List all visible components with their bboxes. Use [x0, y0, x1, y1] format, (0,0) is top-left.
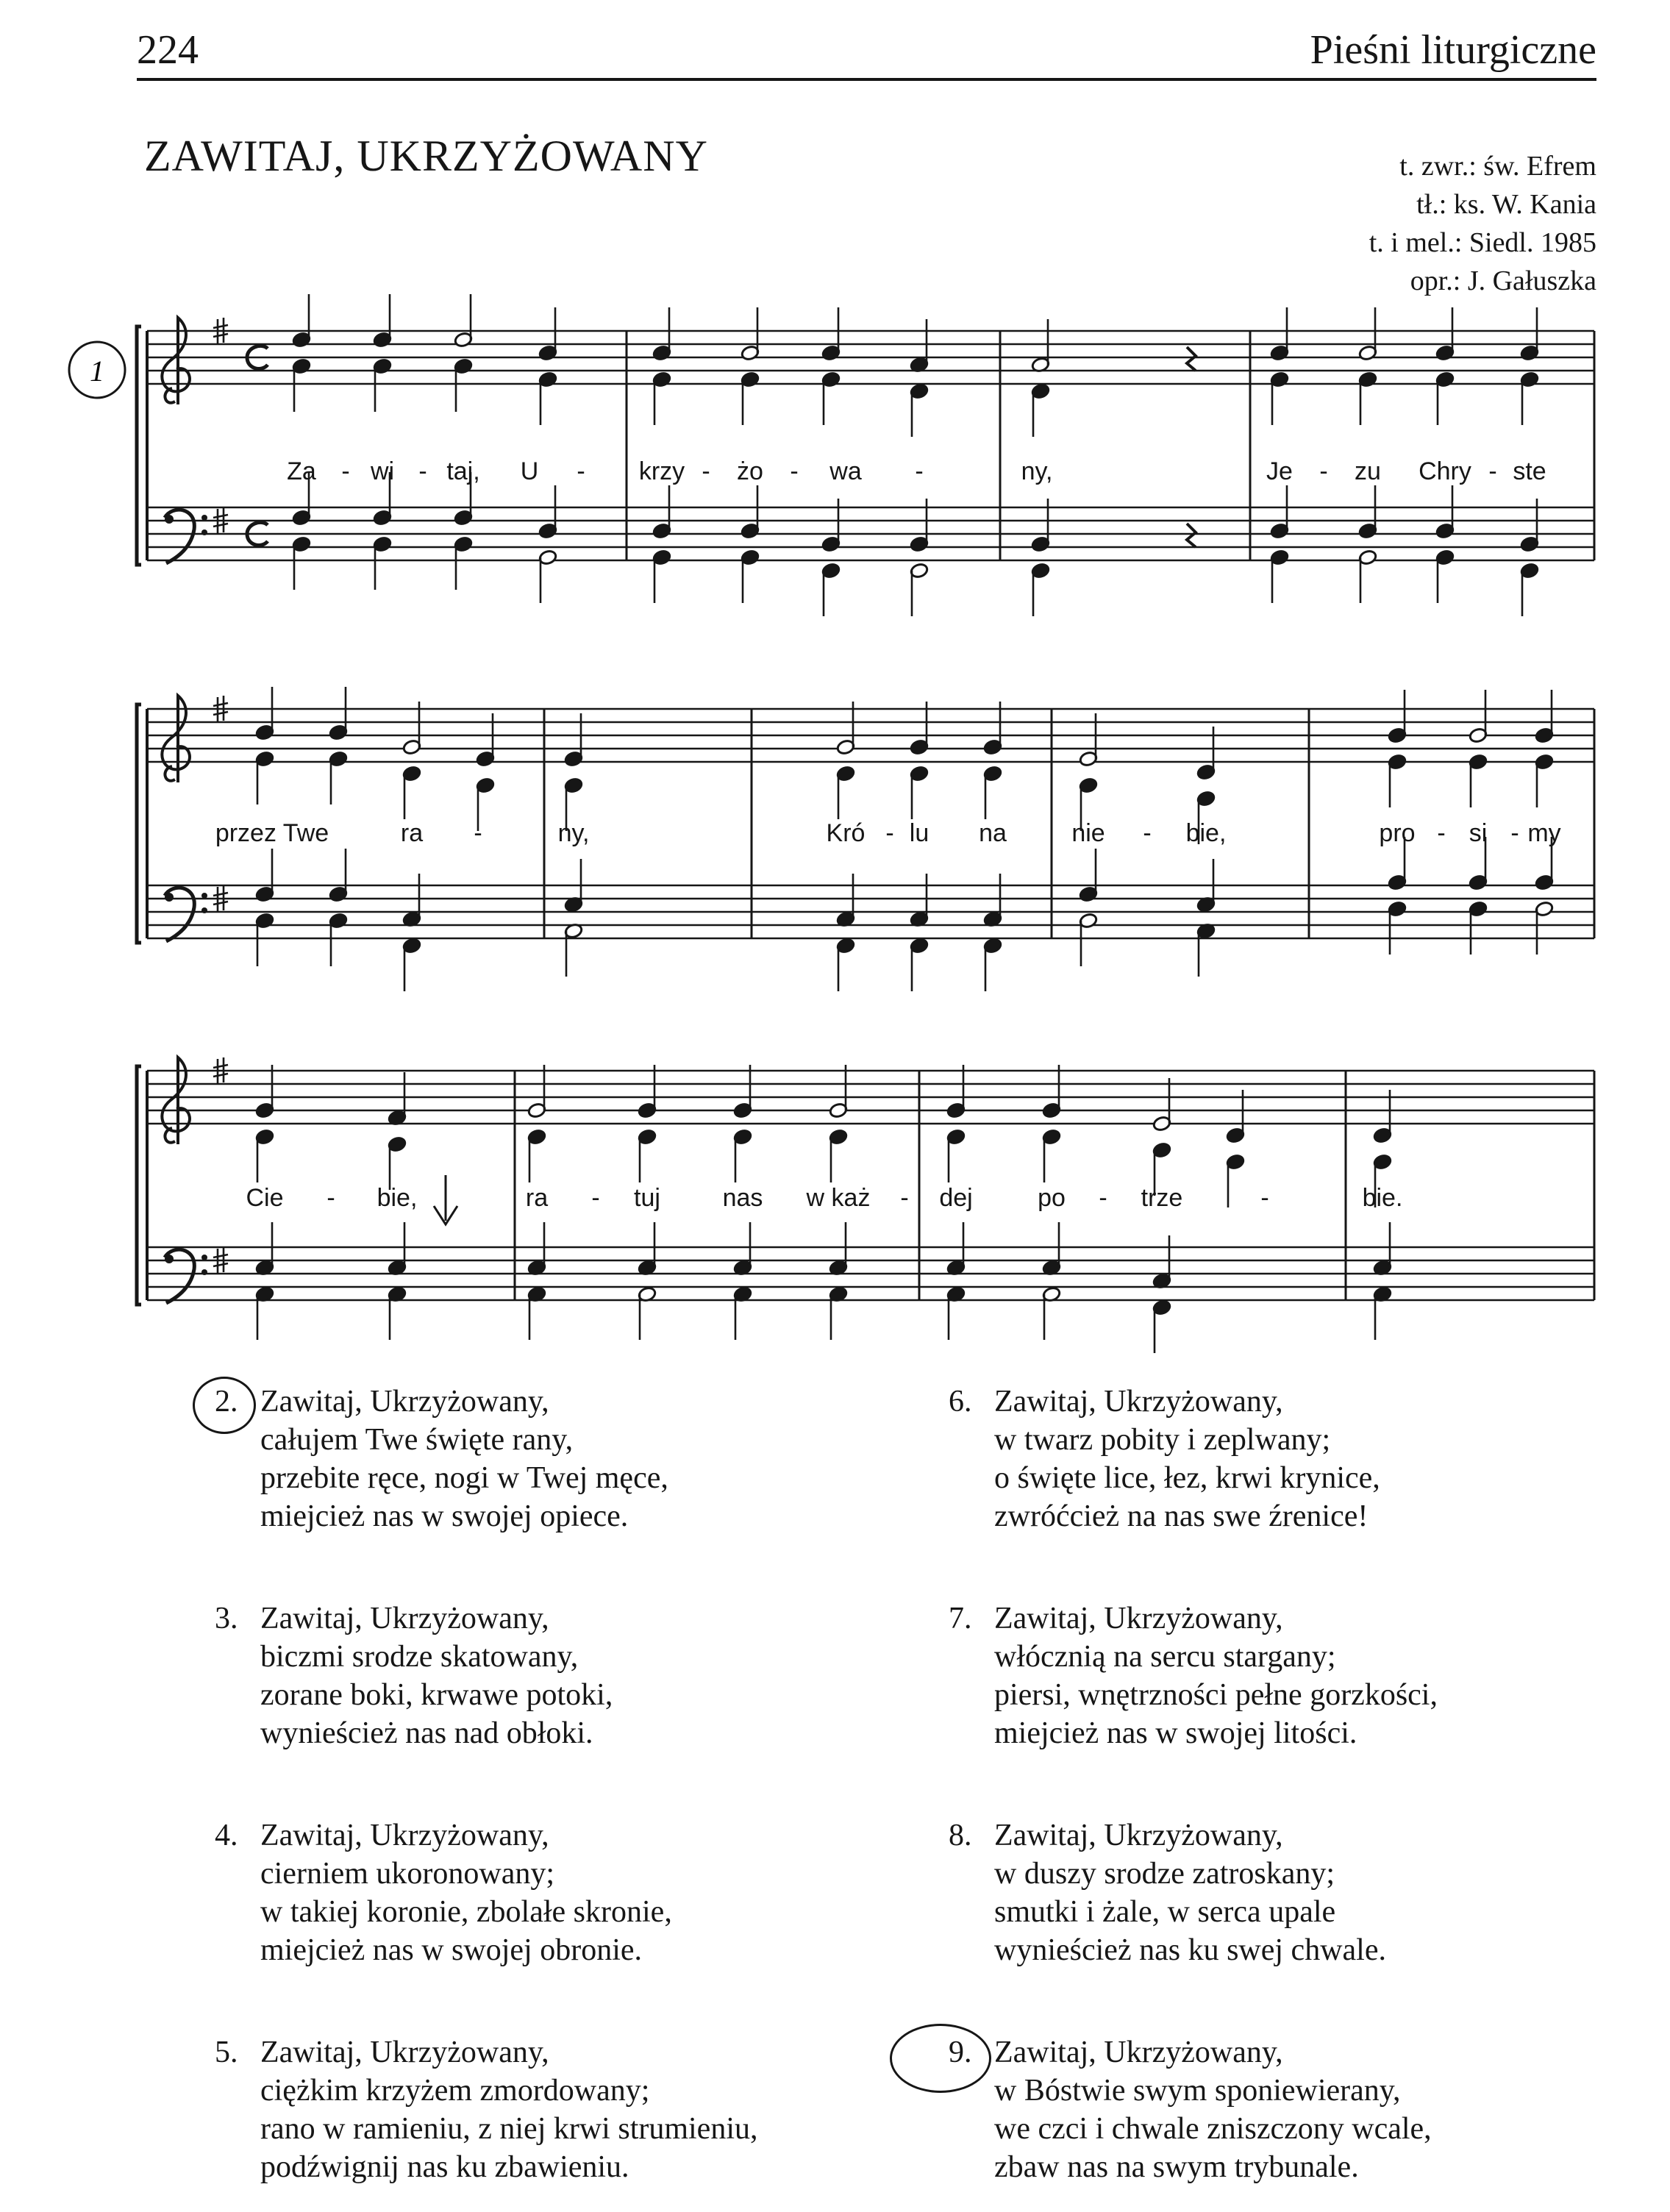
stanza-number: 9.: [949, 2036, 972, 2069]
lyric-syllable: dej: [939, 1184, 973, 1212]
lyric-syllable: U: [520, 457, 539, 485]
lyric-hyphen: -: [1488, 457, 1497, 485]
bass-clef-dot: [201, 1255, 207, 1260]
bass-clef-dot: [201, 1269, 207, 1275]
lyric-hyphen: -: [1260, 1184, 1269, 1212]
bass-clef-dot: [165, 893, 174, 902]
stanza-number: 2.: [215, 1385, 238, 1419]
quarter-rest: [1187, 524, 1196, 547]
lyric-syllable: trze: [1141, 1184, 1183, 1212]
stanza-line: w Bóstwie swym sponiewierany,: [994, 2074, 1401, 2108]
stanza-2-circle-mark: [193, 1377, 256, 1434]
bass-clef-dot: [165, 1255, 174, 1263]
stanza-line: piersi, wnętrzności pełne gorzkości,: [994, 1678, 1438, 1712]
stanza-line: podźwignij nas ku zbawieniu.: [260, 2150, 629, 2184]
lyric-syllable: ny,: [557, 819, 590, 847]
lyric-syllable: si: [1469, 819, 1488, 847]
lyric-syllable: nas: [722, 1184, 763, 1212]
stanza-line: Zawitaj, Ukrzyżowany,: [994, 1819, 1283, 1852]
lyric-syllable: nie: [1071, 819, 1105, 847]
stanza-line: Zawitaj, Ukrzyżowany,: [994, 1385, 1283, 1419]
lyric-hyphen: -: [1099, 1184, 1107, 1212]
lyric-syllable: wi: [370, 457, 395, 485]
bass-clef-dot: [201, 529, 207, 535]
stanza-2: [215, 1382, 668, 1535]
system-bracket: [137, 1066, 141, 1305]
stanza-line: całujem Twe święte rany,: [260, 1423, 574, 1457]
stanza-line: smutki i żale, w serca upale: [994, 1895, 1336, 1929]
stanza-line: włócznią na sercu stargany;: [994, 1640, 1336, 1674]
quarter-rest: [1187, 347, 1196, 371]
stanza-line: rano w ramieniu, z niej krwi strumieniu,: [260, 2112, 758, 2146]
lyric-syllable: ste: [1513, 457, 1546, 485]
lyric-syllable: przez Twe: [215, 819, 329, 847]
bass-clef-dot: [201, 515, 207, 521]
margin-mark-text: 1: [90, 354, 104, 388]
credit-line: t. i mel.: Siedl. 1985: [1369, 227, 1596, 258]
lyric-hyphen: -: [915, 457, 924, 485]
song-title: ZAWITAJ, UKRZYŻOWANY: [144, 132, 708, 180]
staff: [147, 507, 1594, 560]
lyric-hyphen: -: [591, 1184, 600, 1212]
lyric-hyphen: -: [790, 457, 799, 485]
lyric-hyphen: -: [702, 457, 710, 485]
stanza-number: 3.: [215, 1602, 238, 1635]
stanza-9: [949, 2033, 1432, 2186]
credit-line: tł.: ks. W. Kania: [1416, 189, 1596, 220]
lyric-syllable: Kró: [826, 819, 866, 847]
lyric-syllable: pro: [1379, 819, 1416, 847]
system-bracket: [137, 704, 141, 943]
lyric-syllable: zu: [1355, 457, 1381, 485]
lyric-hyphen: -: [474, 819, 482, 847]
stanza-line: w takiej koronie, zbolałe skronie,: [260, 1895, 672, 1929]
lyric-hyphen: -: [1437, 819, 1446, 847]
stanza-7: [949, 1599, 1438, 1752]
stanza-line: wynieścież nas nad obłoki.: [260, 1716, 593, 1750]
lyric-syllable: Cie: [246, 1184, 284, 1212]
lyric-hyphen: -: [1143, 819, 1152, 847]
staff: [147, 331, 1594, 384]
lyric-hyphen: -: [900, 1184, 909, 1212]
stanza-line: Zawitaj, Ukrzyżowany,: [994, 1602, 1283, 1635]
lyric-syllable: po: [1038, 1184, 1066, 1212]
stanza-number: 7.: [949, 1602, 972, 1635]
stanza-line: Zawitaj, Ukrzyżowany,: [260, 1819, 549, 1852]
stanza-number: 4.: [215, 1819, 238, 1852]
stanza-number: 6.: [949, 1385, 972, 1419]
lyric-syllable: ny,: [1021, 457, 1053, 485]
stanza-line: miejcież nas w swojej opiece.: [260, 1499, 629, 1533]
lyric-syllable: bie.: [1362, 1184, 1403, 1212]
bass-clef-dot: [201, 907, 207, 913]
lyric-syllable: żo: [737, 457, 763, 485]
stanza-5: [215, 2033, 758, 2186]
page-number: 224: [137, 27, 199, 73]
stanza-line: wynieścież nas ku swej chwale.: [994, 1933, 1386, 1967]
lyric-hyphen: -: [1319, 457, 1328, 485]
lyric-syllable: Je: [1266, 457, 1293, 485]
stanza-line: we czci i chwale zniszczony wcale,: [994, 2112, 1432, 2146]
lyric-syllable: bie,: [377, 1184, 418, 1212]
stanza-line: ciężkim krzyżem zmordowany;: [260, 2074, 650, 2108]
score-system: [137, 687, 1594, 991]
lyric-syllable: my: [1527, 819, 1561, 847]
stanza-3: [215, 1599, 613, 1752]
lyric-syllable: ra: [525, 1184, 549, 1212]
staff: [147, 885, 1594, 938]
stanza-line: o święte lice, łez, krwi krynice,: [994, 1461, 1380, 1495]
staff: [147, 1071, 1594, 1124]
stanza-line: zbaw nas na swym trybunale.: [994, 2150, 1359, 2184]
lyric-syllable: w każ: [806, 1184, 871, 1212]
stanza-line: przebite ręce, nogi w Twej męce,: [260, 1461, 668, 1495]
stanza-line: w twarz pobity i zeplwany;: [994, 1423, 1331, 1457]
stanza-line: Zawitaj, Ukrzyżowany,: [260, 2036, 549, 2069]
lyric-hyphen: -: [1510, 819, 1519, 847]
stanza-9-circle-mark: [890, 2024, 991, 2093]
lyric-syllable: na: [979, 819, 1007, 847]
lyric-hyphen: -: [326, 1184, 335, 1212]
stanza-line: Zawitaj, Ukrzyżowany,: [260, 1602, 549, 1635]
running-head: Pieśni liturgiczne: [1310, 27, 1596, 73]
lyric-syllable: wa: [829, 457, 862, 485]
lyric-hyphen: -: [418, 457, 427, 485]
stanza-line: zwróćcież na nas swe źrenice!: [994, 1499, 1369, 1533]
system-bracket: [137, 327, 141, 565]
lyric-syllable: tuj: [634, 1184, 660, 1212]
stanza-number: 8.: [949, 1819, 972, 1852]
down-arrow-annotation: [434, 1175, 457, 1224]
stanza-6: [949, 1382, 1380, 1535]
stanza-number: 5.: [215, 2036, 238, 2069]
credit-line: t. zwr.: św. Efrem: [1399, 151, 1596, 182]
lyric-hyphen: -: [885, 819, 894, 847]
lyric-syllable: Za: [287, 457, 316, 485]
stanza-line: Zawitaj, Ukrzyżowany,: [260, 1385, 549, 1419]
credit-line: opr.: J. Gałuszka: [1410, 265, 1596, 296]
lyric-syllable: bie,: [1185, 819, 1227, 847]
stanza-line: zorane boki, krwawe potoki,: [260, 1678, 613, 1712]
lyric-hyphen: -: [341, 457, 350, 485]
lyric-hyphen: -: [577, 457, 585, 485]
lyric-syllable: Chry: [1419, 457, 1471, 485]
stanza-8: [949, 1816, 1386, 1969]
score-system: [137, 294, 1594, 616]
bass-clef-dot: [165, 515, 174, 524]
stanza-line: Zawitaj, Ukrzyżowany,: [994, 2036, 1283, 2069]
lyric-syllable: lu: [909, 819, 929, 847]
lyric-syllable: krzy: [638, 457, 685, 485]
stanza-line: biczmi srodze skatowany,: [260, 1640, 579, 1674]
lyric-syllable: ra: [400, 819, 424, 847]
bass-clef-dot: [201, 893, 207, 899]
lyric-syllable: taj,: [446, 457, 480, 485]
stanza-line: w duszy srodze zatroskany;: [994, 1857, 1335, 1891]
stanza-4: [215, 1816, 672, 1969]
stanza-line: miejcież nas w swojej obronie.: [260, 1933, 643, 1967]
stanza-line: miejcież nas w swojej litości.: [994, 1716, 1357, 1750]
staff: [147, 709, 1594, 762]
stanza-line: cierniem ukoronowany;: [260, 1857, 555, 1891]
